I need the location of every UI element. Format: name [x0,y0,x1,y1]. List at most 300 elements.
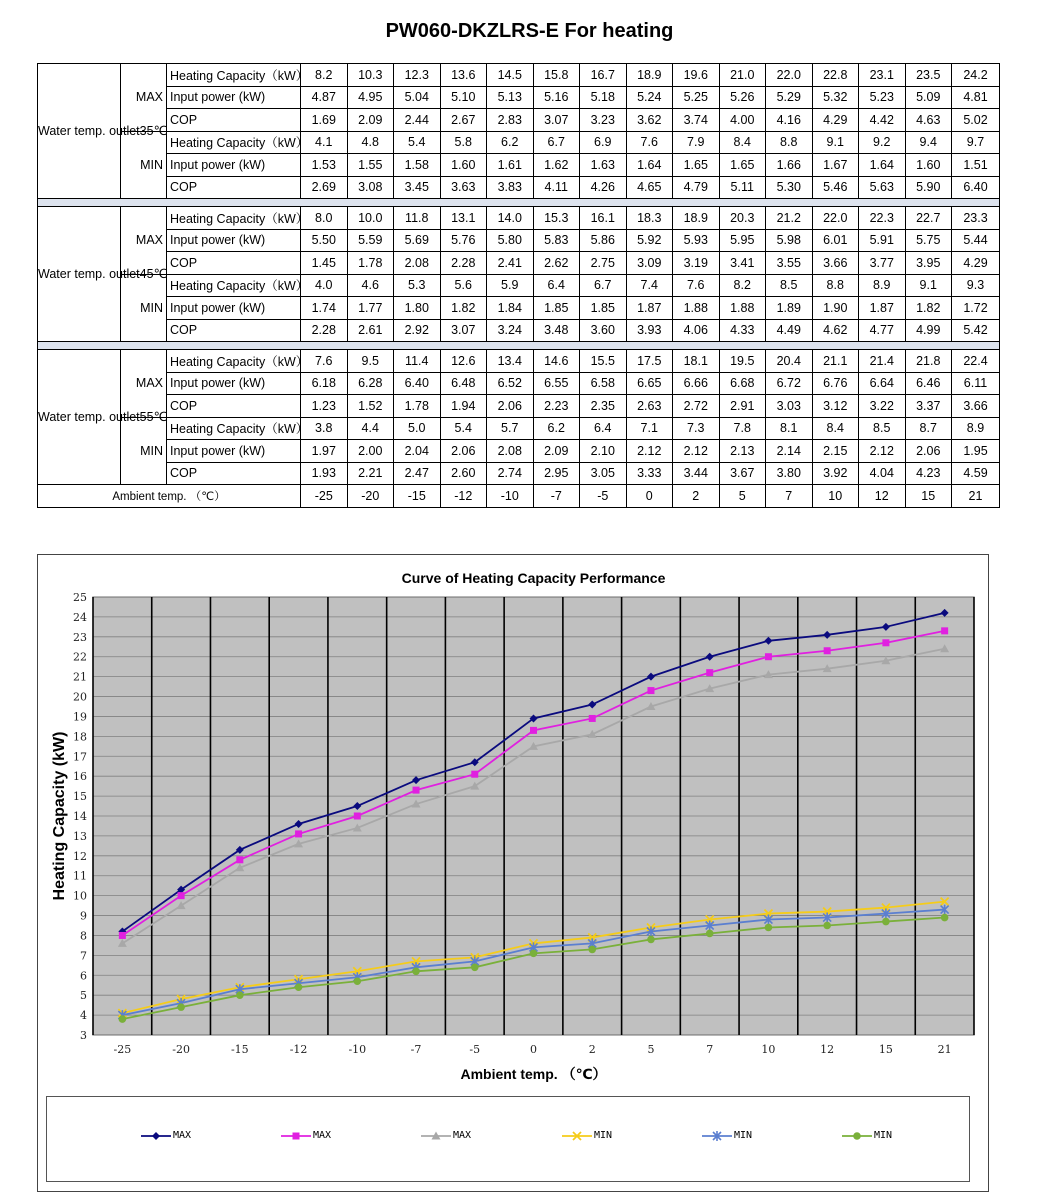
y-tick-label: 14 [73,810,87,823]
table-cell: 2.12 [626,440,673,463]
table-cell: 1.65 [673,154,720,177]
table-cell: 2.44 [394,109,441,132]
table-cell: 1.64 [859,154,906,177]
table-cell: 1.52 [347,395,394,418]
table-cell: 23.3 [952,207,1000,230]
table-cell: 8.7 [905,417,952,440]
table-cell: 13.6 [440,64,487,87]
y-tick-label: 12 [73,849,87,863]
table-cell: 4.77 [859,319,906,342]
table-cell: 5.13 [487,86,534,109]
table-cell: 4.81 [952,86,1000,109]
ambient-row [38,485,1000,508]
table-cell: 3.48 [533,319,580,342]
legend-item [702,1129,753,1145]
table-cell: 9.3 [952,274,1000,297]
table-cell: 2.35 [580,395,627,418]
table-row [38,440,1000,463]
water-temp-label: Water temp. outlet35℃ [38,64,121,199]
table-cell: 1.58 [394,154,441,177]
table-row [38,86,1000,109]
row-label: COP [167,319,301,342]
table-row [38,417,1000,440]
table-cell: 3.45 [394,176,441,199]
y-tick-label: 10 [73,889,87,903]
table-cell: 2.10 [580,440,627,463]
table-cell: 7.3 [673,417,720,440]
ambient-temp-cell: -15 [394,485,441,508]
table-cell: 9.2 [859,131,906,154]
ambient-temp-cell: 15 [905,485,952,508]
table-cell: 1.53 [301,154,348,177]
table-cell: 4.6 [347,274,394,297]
table-cell: 2.08 [394,252,441,275]
table-cell: 1.97 [301,440,348,463]
table-cell: 7.4 [626,274,673,297]
table-cell: 5.80 [487,229,534,252]
table-cell: 1.87 [859,297,906,320]
data-point [530,950,538,958]
table-cell: 3.07 [440,319,487,342]
table-cell: 6.28 [347,372,394,395]
table-cell: 2.09 [533,440,580,463]
table-cell: 4.06 [673,319,720,342]
table-cell: 5.63 [859,176,906,199]
table-cell: 5.26 [719,86,766,109]
table-cell: 2.12 [673,440,720,463]
table-cell: 5.4 [394,131,441,154]
table-row [38,395,1000,418]
table-cell: 8.9 [952,417,1000,440]
y-tick-label: 22 [73,650,87,664]
legend-swatch [702,1129,732,1143]
data-point [882,918,890,926]
table-cell: 3.95 [905,252,952,275]
table-cell: 5.32 [812,86,859,109]
legend-label: MIN [734,1130,753,1141]
table-row [38,372,1000,395]
table-cell: 5.02 [952,109,1000,132]
page-title: PW060-DKZLRS-E For heating [385,20,674,42]
y-tick-label: 19 [73,710,87,724]
table-cell: 1.88 [719,297,766,320]
ambient-temp-cell: 0 [626,485,673,508]
table-cell: 1.61 [487,154,534,177]
table-cell: 2.91 [719,395,766,418]
table-row [38,252,1000,275]
table-cell: 10.3 [347,64,394,87]
table-cell: 1.55 [347,154,394,177]
table-cell: 1.67 [812,154,859,177]
ambient-temp-cell: -12 [440,485,487,508]
level-label: MAX [121,207,167,275]
table-cell: 6.7 [533,131,580,154]
table-cell: 7.6 [626,131,673,154]
table-cell: 16.7 [580,64,627,87]
table-cell: 4.33 [719,319,766,342]
performance-table [37,63,1000,508]
row-label: COP [167,176,301,199]
table-cell: 8.0 [301,207,348,230]
table-cell: 8.2 [719,274,766,297]
table-cell: 6.46 [905,372,952,395]
table-cell: 1.93 [301,462,348,485]
table-cell: 3.09 [626,252,673,275]
table-cell: 3.93 [626,319,673,342]
table-cell: 5.86 [580,229,627,252]
data-point [177,1003,185,1011]
table-cell: 21.4 [859,350,906,373]
table-cell: 1.94 [440,395,487,418]
table-cell: 5.16 [533,86,580,109]
table-cell: 23.5 [905,64,952,87]
table-cell: 2.13 [719,440,766,463]
table-cell: 1.78 [347,252,394,275]
data-point [706,669,713,676]
table-cell: 7.6 [301,350,348,373]
data-point [824,647,831,654]
table-cell: 21.1 [812,350,859,373]
ambient-temp-cell: 21 [952,485,1000,508]
table-cell: 2.04 [394,440,441,463]
data-point [765,653,772,660]
data-point [178,892,185,899]
table-cell: 3.63 [440,176,487,199]
row-label: Heating Capacity（kW） [167,131,301,154]
table-row [38,229,1000,252]
table-cell: 8.5 [766,274,813,297]
y-tick-label: 7 [80,949,87,963]
table-cell: 7.6 [673,274,720,297]
y-tick-label: 18 [73,730,87,744]
data-point [236,991,244,999]
y-tick-label: 24 [73,610,87,624]
table-cell: 22.4 [952,350,1000,373]
data-point [588,946,596,954]
table-cell: 2.00 [347,440,394,463]
table-row [38,350,1000,373]
table-cell: 3.37 [905,395,952,418]
table-row [38,176,1000,199]
x-tick-label: -7 [410,1043,422,1056]
table-cell: 3.44 [673,462,720,485]
table-cell: 14.0 [487,207,534,230]
table-cell: 3.03 [766,395,813,418]
table-cell: 4.29 [952,252,1000,275]
table-cell: 4.59 [952,462,1000,485]
data-point [647,936,655,944]
table-cell: 1.82 [905,297,952,320]
row-label: Heating Capacity（kW） [167,207,301,230]
table-cell: 6.2 [533,417,580,440]
table-cell: 3.83 [487,176,534,199]
data-point [295,830,302,837]
ambient-temp-cell: -25 [301,485,348,508]
row-label: Input power (kW) [167,372,301,395]
table-cell: 3.92 [812,462,859,485]
data-point [647,687,654,694]
data-point [413,787,420,794]
table-cell: 6.58 [580,372,627,395]
y-tick-label: 17 [73,750,87,764]
y-tick-label: 3 [80,1029,87,1042]
table-cell: 2.63 [626,395,673,418]
table-cell: 5.98 [766,229,813,252]
table-cell: 5.09 [905,86,952,109]
row-label: COP [167,395,301,418]
table-cell: 1.77 [347,297,394,320]
ambient-temp-cell: -5 [580,485,627,508]
x-tick-label: 2 [588,1043,596,1056]
table-cell: 24.2 [952,64,1000,87]
legend-label: MAX [453,1130,472,1141]
table-cell: 20.3 [719,207,766,230]
data-point [119,932,126,939]
x-tick-label: 15 [878,1043,893,1056]
table-cell: 1.95 [952,440,1000,463]
data-point [354,977,362,985]
row-label: Heating Capacity（kW） [167,64,301,87]
x-tick-label: 12 [820,1043,835,1056]
x-tick-label: -12 [289,1043,308,1056]
legend-swatch [141,1129,171,1143]
table-cell: 5.92 [626,229,673,252]
table-cell: 2.62 [533,252,580,275]
table-cell: 6.68 [719,372,766,395]
table-cell: 2.61 [347,319,394,342]
table-cell: 5.18 [580,86,627,109]
legend-label: MIN [594,1130,613,1141]
table-row [38,207,1000,230]
data-point [530,727,537,734]
row-label: COP [167,252,301,275]
table-cell: 9.7 [952,131,1000,154]
data-point [354,813,361,820]
table-cell: 22.3 [859,207,906,230]
table-cell: 19.5 [719,350,766,373]
table-cell: 10.0 [347,207,394,230]
water-temp-label: Water temp. outlet45℃ [38,207,121,342]
legend-item [281,1129,332,1145]
row-label: Input power (kW) [167,86,301,109]
data-point [882,639,889,646]
table-cell: 5.6 [440,274,487,297]
separator-cell [38,342,1000,350]
legend-item [842,1129,893,1145]
table-cell: 5.10 [440,86,487,109]
table-cell: 7.8 [719,417,766,440]
table-cell: 3.08 [347,176,394,199]
table-cell: 4.26 [580,176,627,199]
level-label: MIN [121,131,167,199]
row-label: Input power (kW) [167,229,301,252]
table-cell: 4.8 [347,131,394,154]
table-cell: 3.60 [580,319,627,342]
table-cell: 13.4 [487,350,534,373]
data-point [823,922,831,930]
y-tick-label: 6 [80,969,87,983]
table-cell: 6.72 [766,372,813,395]
table-cell: 6.9 [580,131,627,154]
separator-cell [38,199,1000,207]
table-cell: 8.1 [766,417,813,440]
x-tick-label: 10 [761,1043,776,1056]
x-tick-label: 5 [647,1043,655,1056]
table-cell: 5.50 [301,229,348,252]
legend-item [562,1129,613,1145]
table-cell: 8.4 [719,131,766,154]
ambient-temp-cell: -10 [487,485,534,508]
table-cell: 3.66 [952,395,1000,418]
table-cell: 6.2 [487,131,534,154]
data-point [236,856,243,863]
table-cell: 12.3 [394,64,441,87]
table-row [38,64,1000,87]
table-cell: 8.8 [766,131,813,154]
data-point [765,924,773,932]
table-cell: 5.69 [394,229,441,252]
ambient-temp-cell: -7 [533,485,580,508]
table-cell: 2.28 [440,252,487,275]
table-cell: 9.4 [905,131,952,154]
table-cell: 5.76 [440,229,487,252]
table-cell: 4.1 [301,131,348,154]
table-cell: 5.83 [533,229,580,252]
table-cell: 21.2 [766,207,813,230]
table-cell: 6.4 [580,417,627,440]
table-cell: 14.6 [533,350,580,373]
table-cell: 4.65 [626,176,673,199]
table-cell: 5.0 [394,417,441,440]
table-cell: 6.76 [812,372,859,395]
legend-label: MIN [874,1130,893,1141]
level-label: MAX [121,64,167,132]
table-cell: 1.62 [533,154,580,177]
table-cell: 18.3 [626,207,673,230]
legend-item [421,1129,472,1145]
chart-container [37,554,989,1192]
table-cell: 5.04 [394,86,441,109]
table-cell: 4.0 [301,274,348,297]
table-cell: 4.63 [905,109,952,132]
table-cell: 4.11 [533,176,580,199]
table-cell: 1.87 [626,297,673,320]
table-cell: 5.29 [766,86,813,109]
legend-label: MAX [173,1130,192,1141]
data-point [706,930,714,938]
legend-item [141,1129,192,1145]
table-separator [38,342,1000,350]
table-cell: 9.1 [812,131,859,154]
table-cell: 4.29 [812,109,859,132]
table-cell: 1.85 [580,297,627,320]
table-cell: 6.64 [859,372,906,395]
table-cell: 4.00 [719,109,766,132]
table-cell: 3.05 [580,462,627,485]
table-cell: 15.3 [533,207,580,230]
table-cell: 8.9 [859,274,906,297]
table-cell: 2.72 [673,395,720,418]
table-cell: 1.60 [905,154,952,177]
data-point [941,627,948,634]
table-cell: 1.66 [766,154,813,177]
table-cell: 2.92 [394,319,441,342]
table-cell: 3.66 [812,252,859,275]
x-tick-label: -10 [348,1043,367,1056]
table-cell: 5.30 [766,176,813,199]
table-cell: 1.65 [719,154,766,177]
y-tick-label: 8 [80,929,87,943]
table-cell: 7.9 [673,131,720,154]
water-temp-label: Water temp. outlet55℃ [38,350,121,485]
table-cell: 1.89 [766,297,813,320]
table-cell: 5.44 [952,229,1000,252]
table-cell: 3.62 [626,109,673,132]
table-cell: 22.7 [905,207,952,230]
table-cell: 3.77 [859,252,906,275]
table-cell: 3.74 [673,109,720,132]
table-cell: 4.87 [301,86,348,109]
table-cell: 6.66 [673,372,720,395]
ambient-temp-cell: 12 [859,485,906,508]
table-cell: 3.24 [487,319,534,342]
data-point [412,967,420,975]
x-tick-label: -20 [172,1043,190,1056]
legend-marker [152,1132,160,1140]
table-row [38,109,1000,132]
chart-legend [46,1096,970,1182]
table-cell: 1.74 [301,297,348,320]
chart-title: Curve of Heating Capacity Performance [401,570,666,586]
table-cell: 3.22 [859,395,906,418]
table-cell: 9.1 [905,274,952,297]
table-cell: 20.4 [766,350,813,373]
ambient-temp-cell: 5 [719,485,766,508]
table-cell: 6.40 [394,372,441,395]
table-cell: 2.83 [487,109,534,132]
table-cell: 1.80 [394,297,441,320]
ambient-temp-cell: -20 [347,485,394,508]
table-cell: 6.40 [952,176,1000,199]
table-cell: 2.60 [440,462,487,485]
table-row [38,319,1000,342]
table-cell: 5.90 [905,176,952,199]
table-cell: 3.80 [766,462,813,485]
table-cell: 21.8 [905,350,952,373]
row-label: Heating Capacity（kW） [167,417,301,440]
table-cell: 6.4 [533,274,580,297]
data-point [471,771,478,778]
table-cell: 3.23 [580,109,627,132]
data-point [295,983,303,991]
table-cell: 15.8 [533,64,580,87]
table-cell: 2.09 [347,109,394,132]
table-cell: 4.79 [673,176,720,199]
table-cell: 1.78 [394,395,441,418]
table-cell: 8.4 [812,417,859,440]
table-cell: 7.1 [626,417,673,440]
ambient-temp-cell: 7 [766,485,813,508]
level-label: MAX [121,350,167,418]
table-cell: 5.4 [440,417,487,440]
x-tick-label: 0 [530,1043,537,1056]
table-cell: 2.69 [301,176,348,199]
table-cell: 2.21 [347,462,394,485]
legend-swatch [562,1129,592,1143]
table-cell: 5.93 [673,229,720,252]
table-cell: 8.5 [859,417,906,440]
y-tick-label: 11 [73,869,87,883]
